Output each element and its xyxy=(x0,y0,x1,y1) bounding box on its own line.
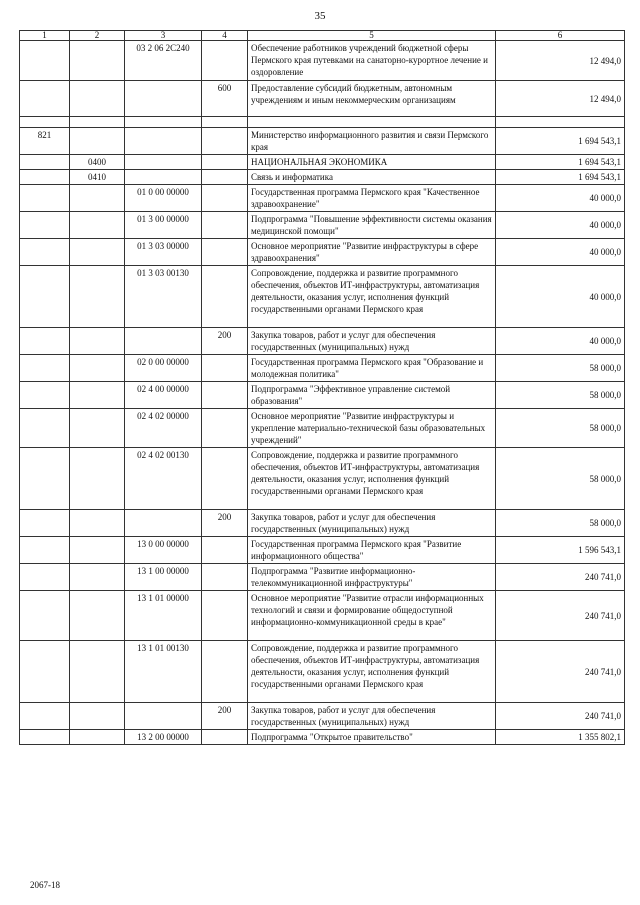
expense-type-cell xyxy=(202,239,248,266)
amount-cell: 240 741,0 xyxy=(496,591,625,641)
section-code-cell xyxy=(70,591,125,641)
description-cell: Основное мероприятие "Развитие инфраструктуры и укрепление материально-технической базы образовательных учреждений" xyxy=(248,409,496,448)
expense-type-cell xyxy=(202,212,248,239)
section-code-cell xyxy=(70,328,125,355)
code-level-cell xyxy=(20,641,70,703)
description-cell: Подпрограмма "Эффективное управление системой образования" xyxy=(248,382,496,409)
section-code-cell xyxy=(70,41,125,81)
target-article-cell: 02 0 00 00000 xyxy=(125,355,202,382)
table-row xyxy=(20,212,625,239)
code-level-cell xyxy=(20,537,70,564)
header-cell-4: 4 xyxy=(202,31,248,41)
table-row xyxy=(20,328,625,355)
amount-cell: 1 694 543,1 xyxy=(496,170,625,185)
description-cell: Сопровождение, поддержка и развитие программного обеспечения, объектов ИТ-инфраструктуры, автоматизация деятельности, оказания услуг, исполнения функций государственными органами Пермского края xyxy=(248,641,496,703)
expense-type-cell xyxy=(202,155,248,170)
table-row xyxy=(20,564,625,591)
code-level-cell xyxy=(20,212,70,239)
table-row xyxy=(20,266,625,328)
section-code-cell xyxy=(70,641,125,703)
target-article-cell: 02 4 02 00000 xyxy=(125,409,202,448)
code-level-cell: 821 xyxy=(20,128,70,155)
code-level-cell xyxy=(20,448,70,510)
expense-type-cell xyxy=(202,409,248,448)
header-cell-2: 2 xyxy=(70,31,125,41)
expense-type-cell: 600 xyxy=(202,81,248,117)
description-cell: Государственная программа Пермского края "Образование и молодежная политика" xyxy=(248,355,496,382)
target-article-cell: 13 1 01 00000 xyxy=(125,591,202,641)
target-article-cell xyxy=(125,510,202,537)
expense-type-cell xyxy=(202,730,248,745)
section-code-cell xyxy=(70,212,125,239)
code-level-cell xyxy=(20,564,70,591)
expense-type-cell xyxy=(202,185,248,212)
page-number: 35 xyxy=(314,10,326,22)
amount-cell: 1 355 802,1 xyxy=(496,730,625,745)
section-code-cell xyxy=(70,239,125,266)
target-article-cell: 03 2 06 2С240 xyxy=(125,41,202,81)
table-row xyxy=(20,185,625,212)
code-level-cell xyxy=(20,409,70,448)
code-level-cell xyxy=(20,266,70,328)
table-row xyxy=(20,170,625,185)
table-row xyxy=(20,239,625,266)
code-level-cell xyxy=(20,170,70,185)
expense-type-cell xyxy=(202,170,248,185)
table-row xyxy=(20,155,625,170)
spacer-cell xyxy=(248,117,496,128)
code-level-cell xyxy=(20,730,70,745)
spacer-cell xyxy=(70,117,125,128)
table-row xyxy=(20,409,625,448)
amount-cell: 40 000,0 xyxy=(496,266,625,328)
section-code-cell xyxy=(70,703,125,730)
section-code-cell: 0410 xyxy=(70,170,125,185)
budget-table xyxy=(19,30,625,745)
section-code-cell xyxy=(70,266,125,328)
target-article-cell xyxy=(125,81,202,117)
description-cell: Связь и информатика xyxy=(248,170,496,185)
description-cell: Подпрограмма "Открытое правительство" xyxy=(248,730,496,745)
amount-cell: 1 596 543,1 xyxy=(496,537,625,564)
header-cell-6: 6 xyxy=(496,31,625,41)
table-row xyxy=(20,382,625,409)
target-article-cell: 13 2 00 00000 xyxy=(125,730,202,745)
section-code-cell xyxy=(70,409,125,448)
section-code-cell xyxy=(70,730,125,745)
expense-type-cell xyxy=(202,266,248,328)
target-article-cell: 01 0 00 00000 xyxy=(125,185,202,212)
description-cell: Закупка товаров, работ и услуг для обеспечения государственных (муниципальных) нужд xyxy=(248,328,496,355)
expense-type-cell xyxy=(202,537,248,564)
table-spacer-row xyxy=(20,117,625,128)
description-cell: Сопровождение, поддержка и развитие программного обеспечения, объектов ИТ-инфраструктуры, автоматизация деятельности, оказания услуг, исполнения функций государственными органами Пермского края xyxy=(248,448,496,510)
table-row xyxy=(20,591,625,641)
amount-cell: 58 000,0 xyxy=(496,448,625,510)
expense-type-cell xyxy=(202,591,248,641)
table-row xyxy=(20,128,625,155)
section-code-cell xyxy=(70,355,125,382)
amount-cell: 1 694 543,1 xyxy=(496,128,625,155)
spacer-cell xyxy=(202,117,248,128)
code-level-cell xyxy=(20,239,70,266)
section-code-cell xyxy=(70,81,125,117)
amount-cell: 40 000,0 xyxy=(496,185,625,212)
table-row xyxy=(20,448,625,510)
description-cell: Закупка товаров, работ и услуг для обеспечения государственных (муниципальных) нужд xyxy=(248,510,496,537)
code-level-cell xyxy=(20,41,70,81)
expense-type-cell: 200 xyxy=(202,703,248,730)
expense-type-cell xyxy=(202,128,248,155)
expense-type-cell xyxy=(202,448,248,510)
description-cell: Подпрограмма "Развитие информационно-телекоммуникационной инфраструктуры" xyxy=(248,564,496,591)
target-article-cell: 13 0 00 00000 xyxy=(125,537,202,564)
section-code-cell xyxy=(70,510,125,537)
description-cell: Сопровождение, поддержка и развитие программного обеспечения, объектов ИТ-инфраструктуры, автоматизация деятельности, оказания услуг, исполнения функций государственными органами Пермского края xyxy=(248,266,496,328)
table-row xyxy=(20,730,625,745)
target-article-cell: 01 3 00 00000 xyxy=(125,212,202,239)
section-code-cell xyxy=(70,564,125,591)
section-code-cell xyxy=(70,128,125,155)
table-row xyxy=(20,41,625,81)
description-cell: Подпрограмма "Повышение эффективности системы оказания медицинской помощи" xyxy=(248,212,496,239)
expense-type-cell: 200 xyxy=(202,510,248,537)
description-cell: Предоставление субсидий бюджетным, автономным учреждениям и иным некоммерческим организациям xyxy=(248,81,496,117)
description-cell: Государственная программа Пермского края "Качественное здравоохранение" xyxy=(248,185,496,212)
table-row xyxy=(20,510,625,537)
amount-cell: 58 000,0 xyxy=(496,355,625,382)
header-cell-5: 5 xyxy=(248,31,496,41)
expense-type-cell xyxy=(202,355,248,382)
code-level-cell xyxy=(20,510,70,537)
amount-cell: 240 741,0 xyxy=(496,703,625,730)
amount-cell: 1 694 543,1 xyxy=(496,155,625,170)
table-row xyxy=(20,641,625,703)
section-code-cell xyxy=(70,537,125,564)
header-cell-3: 3 xyxy=(125,31,202,41)
code-level-cell xyxy=(20,155,70,170)
amount-cell: 12 494,0 xyxy=(496,81,625,117)
table-header-row xyxy=(20,31,625,41)
expense-type-cell xyxy=(202,564,248,591)
code-level-cell xyxy=(20,703,70,730)
code-level-cell xyxy=(20,185,70,212)
description-cell: Министерство информационного развития и связи Пермского края xyxy=(248,128,496,155)
spacer-cell xyxy=(20,117,70,128)
target-article-cell: 13 1 01 00130 xyxy=(125,641,202,703)
description-cell: Обеспечение работников учреждений бюджетной сферы Пермского края путевками на санаторно-курортное лечение и оздоровление xyxy=(248,41,496,81)
amount-cell: 40 000,0 xyxy=(496,328,625,355)
expense-type-cell xyxy=(202,382,248,409)
amount-cell: 240 741,0 xyxy=(496,641,625,703)
spacer-cell xyxy=(496,117,625,128)
amount-cell: 40 000,0 xyxy=(496,239,625,266)
spacer-cell xyxy=(125,117,202,128)
target-article-cell xyxy=(125,128,202,155)
table-row xyxy=(20,703,625,730)
expense-type-cell xyxy=(202,41,248,81)
target-article-cell xyxy=(125,155,202,170)
section-code-cell xyxy=(70,382,125,409)
target-article-cell xyxy=(125,328,202,355)
section-code-cell: 0400 xyxy=(70,155,125,170)
amount-cell: 40 000,0 xyxy=(496,212,625,239)
table-row xyxy=(20,537,625,564)
footer-document-code: 2067-18 xyxy=(30,880,60,890)
expense-type-cell: 200 xyxy=(202,328,248,355)
expense-type-cell xyxy=(202,641,248,703)
code-level-cell xyxy=(20,328,70,355)
target-article-cell: 13 1 00 00000 xyxy=(125,564,202,591)
description-cell: НАЦИОНАЛЬНАЯ ЭКОНОМИКА xyxy=(248,155,496,170)
description-cell: Основное мероприятие "Развитие инфраструктуры в сфере здравоохранения" xyxy=(248,239,496,266)
target-article-cell xyxy=(125,170,202,185)
code-level-cell xyxy=(20,355,70,382)
code-level-cell xyxy=(20,81,70,117)
amount-cell: 58 000,0 xyxy=(496,409,625,448)
description-cell: Государственная программа Пермского края "Развитие информационного общества" xyxy=(248,537,496,564)
code-level-cell xyxy=(20,591,70,641)
target-article-cell: 02 4 02 00130 xyxy=(125,448,202,510)
table-row xyxy=(20,81,625,117)
table-row xyxy=(20,355,625,382)
amount-cell: 240 741,0 xyxy=(496,564,625,591)
amount-cell: 12 494,0 xyxy=(496,41,625,81)
description-cell: Основное мероприятие "Развитие отрасли информационных технологий и связи и формирование общедоступной информационно-коммуникационной среды в крае" xyxy=(248,591,496,641)
amount-cell: 58 000,0 xyxy=(496,382,625,409)
code-level-cell xyxy=(20,382,70,409)
target-article-cell: 01 3 03 00000 xyxy=(125,239,202,266)
header-cell-1: 1 xyxy=(20,31,70,41)
description-cell: Закупка товаров, работ и услуг для обеспечения государственных (муниципальных) нужд xyxy=(248,703,496,730)
section-code-cell xyxy=(70,448,125,510)
amount-cell: 58 000,0 xyxy=(496,510,625,537)
section-code-cell xyxy=(70,185,125,212)
target-article-cell: 01 3 03 00130 xyxy=(125,266,202,328)
target-article-cell xyxy=(125,703,202,730)
target-article-cell: 02 4 00 00000 xyxy=(125,382,202,409)
